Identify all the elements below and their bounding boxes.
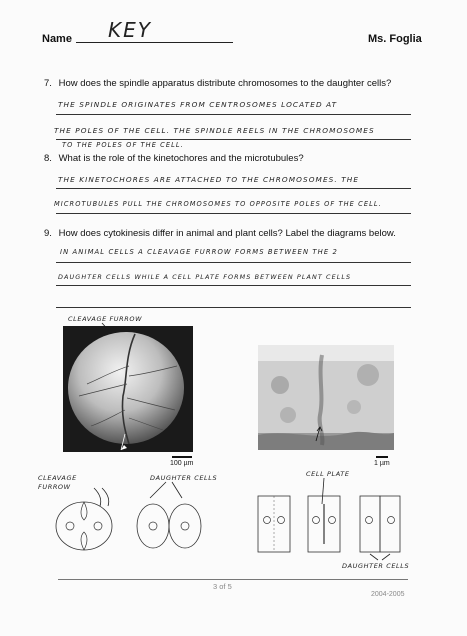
plant-scale-label: 1 µm: [374, 460, 390, 467]
micrograph-image: [63, 326, 193, 452]
answer-line: MICROTUBULES PULL THE CHROMOSOMES TO OPPOSITE POLES OF THE CELL.: [54, 200, 382, 208]
plant-cytokinesis-diagram: [256, 476, 406, 560]
answer-line: THE KINETOCHORES ARE ATTACHED TO THE CHROMOSOMES. THE: [58, 175, 360, 184]
daughter-cells-label-plant: DAUGHTER CELLS: [342, 562, 410, 570]
answer-rule: [56, 139, 411, 140]
daughter-cells-label-animal: DAUGHTER CELLS: [150, 474, 218, 482]
answer-line: THE SPINDLE ORIGINATES FROM CENTROSOMES LOCATED AT: [58, 100, 338, 109]
answer-line: IN ANIMAL CELLS A CLEAVAGE FURROW FORMS BETWEEN THE 2: [60, 248, 338, 256]
school-year: 2004-2005: [371, 591, 405, 598]
animal-cytokinesis-diagram: [50, 480, 220, 556]
cleavage-furrow-photo-label: CLEAVAGE FURROW: [68, 315, 143, 323]
scale-bar: [172, 456, 192, 458]
question-number: 8.: [44, 153, 52, 164]
name-label: Name: [42, 33, 72, 45]
answer-rule: [56, 285, 411, 286]
answer-rule: [56, 213, 411, 214]
answer-line: TO THE POLES OF THE CELL.: [62, 141, 184, 149]
question-text: What is the role of the kinetochores and the microtubules?: [58, 153, 304, 164]
animal-cell-micrograph: [63, 326, 193, 452]
answer-line: THE POLES OF THE CELL. THE SPINDLE REELS IN THE CHROMOSOMES: [54, 126, 375, 135]
question-7: [44, 78, 391, 89]
answer-rule: [56, 114, 411, 115]
answer-rule: [56, 262, 411, 263]
question-number: 9.: [44, 228, 52, 239]
answer-rule: [56, 188, 411, 189]
question-text: How does the spindle apparatus distribute chromosomes to the daughter cells?: [58, 78, 392, 89]
question-9: [44, 228, 396, 239]
footer-rule: [58, 579, 408, 580]
scale-bar: [376, 456, 388, 458]
answer-rule: [56, 307, 411, 308]
name-underline: [76, 42, 233, 43]
answer-line: DAUGHTER CELLS WHILE A CELL PLATE FORMS BETWEEN PLANT CELLS: [58, 273, 352, 281]
teacher-name: Ms. Foglia: [368, 33, 422, 45]
plant-cell-micrograph: [258, 345, 394, 450]
question-number: 7.: [44, 78, 52, 89]
cleavage-furrow-label: CLEAVAGE FURROW: [38, 474, 77, 491]
page-number: 3 of 5: [213, 582, 232, 591]
student-name-handwritten: KEY: [108, 18, 152, 42]
micrograph-image: [258, 345, 394, 450]
question-8: [44, 153, 304, 164]
cell-plate-label: CELL PLATE: [306, 470, 350, 478]
animal-scale-label: 100 µm: [170, 460, 194, 467]
question-text: How does cytokinesis differ in animal and plant cells? Label the diagrams below.: [58, 228, 396, 239]
